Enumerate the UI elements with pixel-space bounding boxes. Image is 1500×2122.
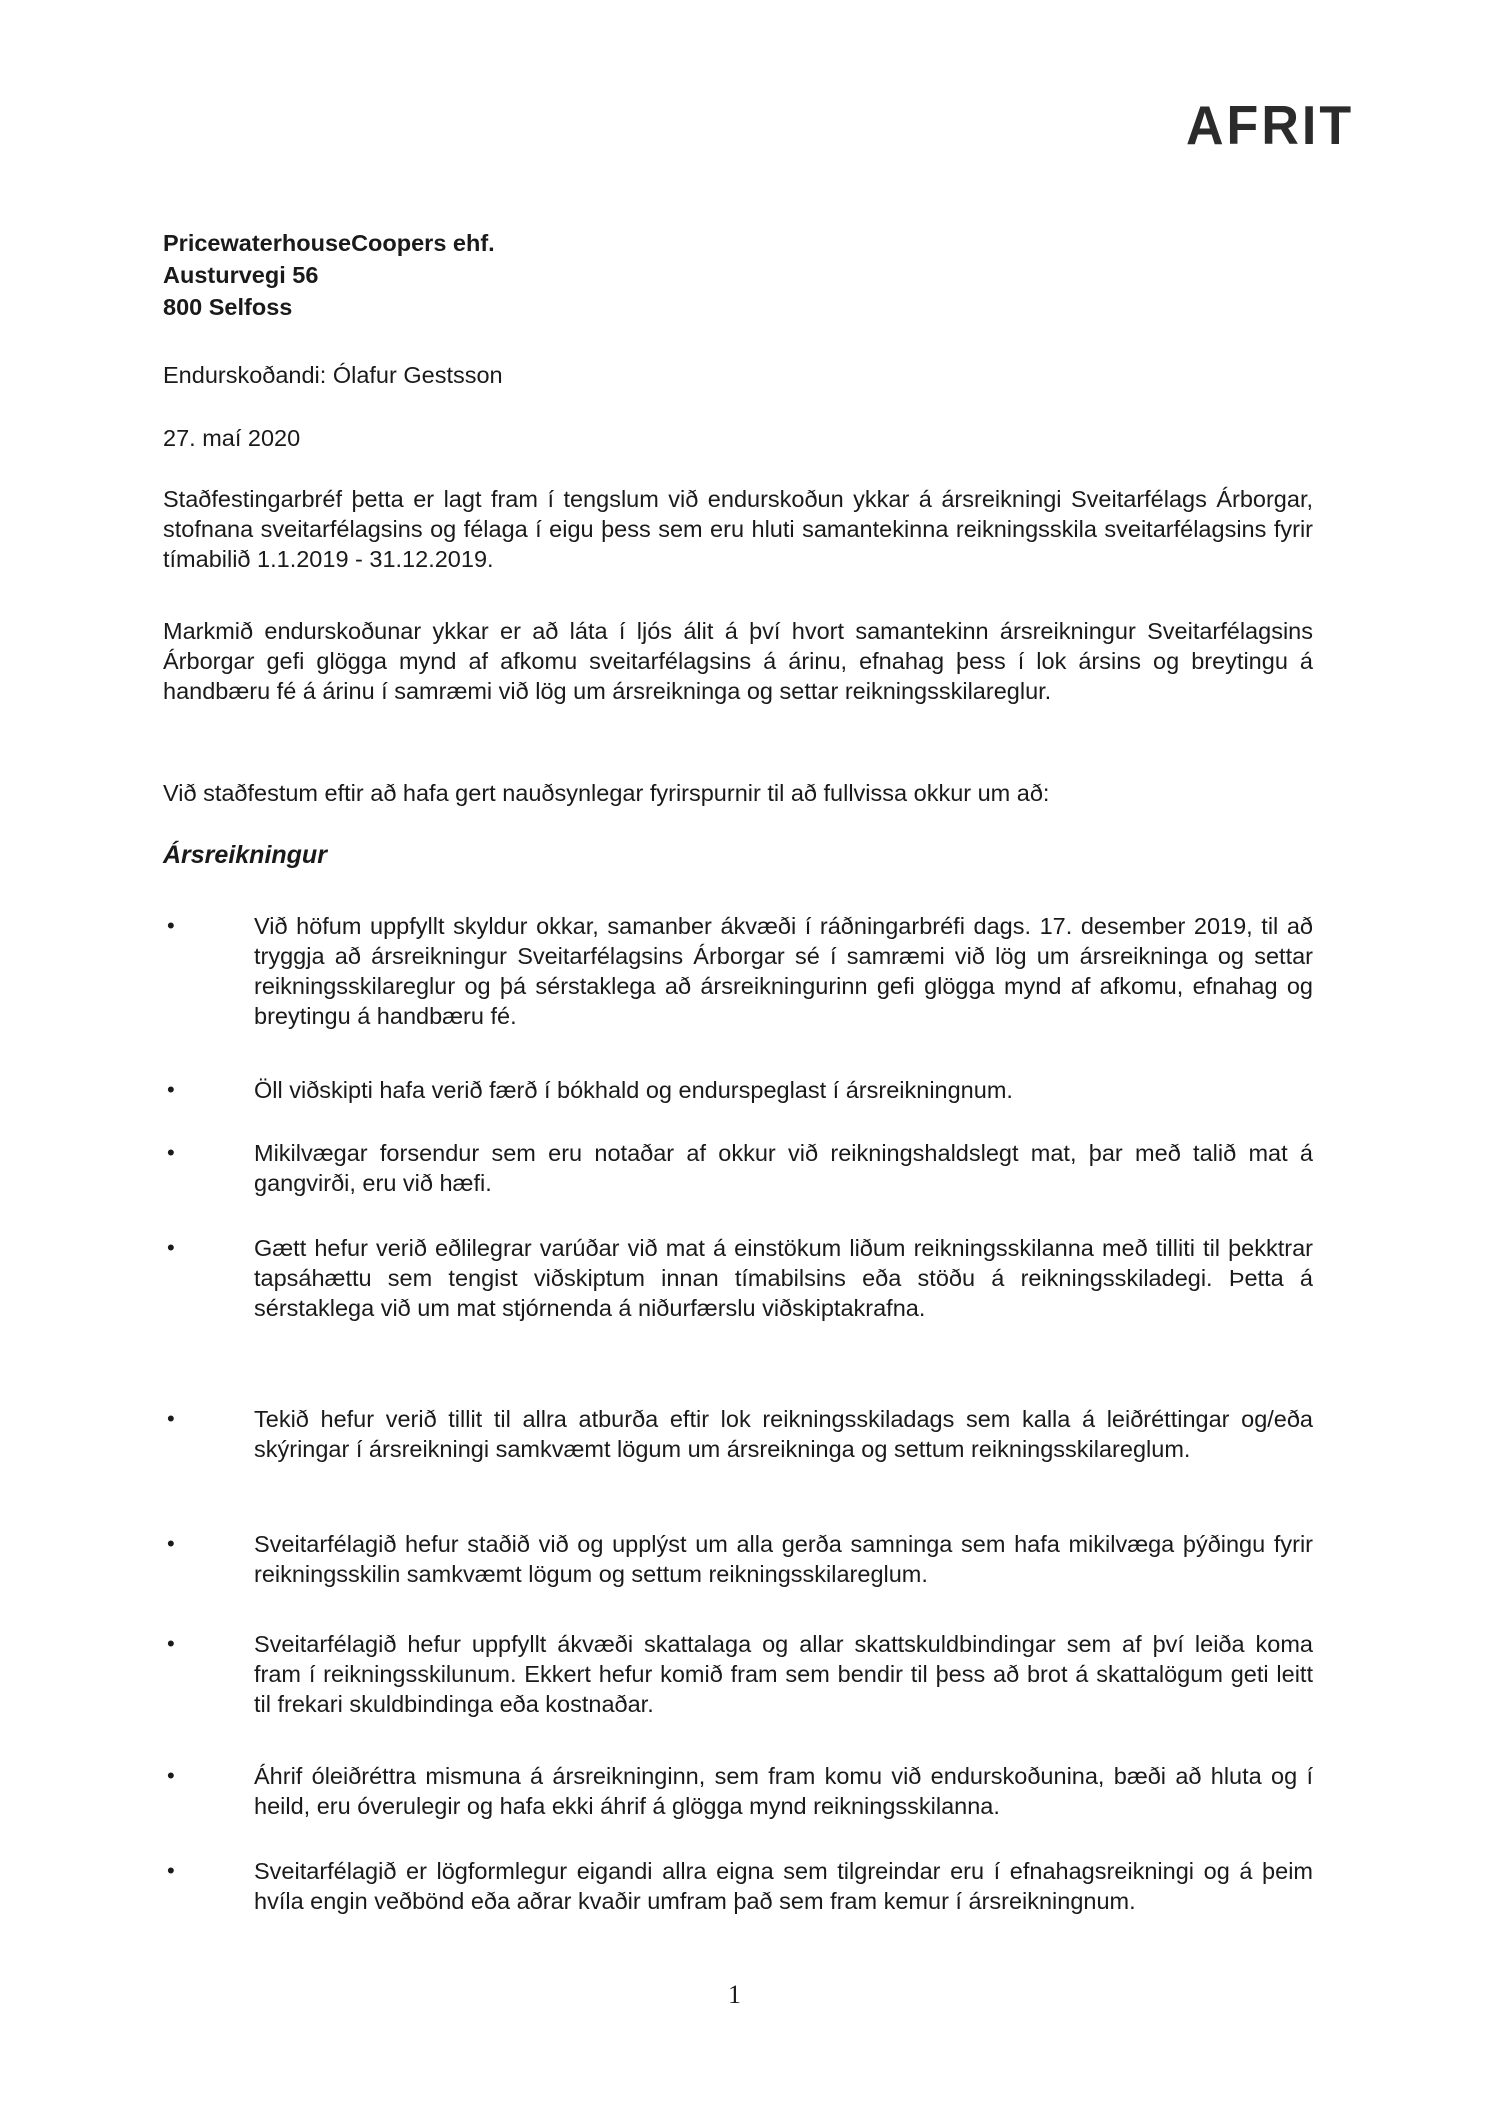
bullet-item xyxy=(163,1761,1313,1821)
bullet-icon: • xyxy=(167,1406,175,1431)
auditor-line: Endurskoðandi: Ólafur Gestsson xyxy=(163,362,503,388)
bullet-icon: • xyxy=(167,1631,175,1656)
bullet-icon: • xyxy=(167,1140,175,1165)
bullet-icon: • xyxy=(167,913,175,938)
paragraph-intro: Staðfestingarbréf þetta er lagt fram í tengslum við endurskoðun ykkar á ársreikningi Sveitarfélags Árborgar, stofnana sveitarfélagsins og félaga í eigu þess sem eru hluti samantekinna reikningsskila sveitarfélagsins fyrir tímabilið 1.1.2019 - 31.12.2019. xyxy=(163,486,1313,572)
paragraph-confirm: Við staðfestum eftir að hafa gert nauðsynlegar fyrirspurnir til að fullvissa okkur um að: xyxy=(163,780,1050,806)
bullet-item xyxy=(163,1856,1313,1916)
bullet-item xyxy=(163,911,1313,1031)
bullet-item xyxy=(163,1138,1313,1198)
bullet-icon: • xyxy=(167,1235,175,1260)
letter-date: 27. maí 2020 xyxy=(163,425,301,451)
bullet-text: Sveitarfélagið hefur uppfyllt ákvæði skattalaga og allar skattskuldbindingar sem af því leiða koma fram í reikningsskilunum. Ekkert hefur komið fram sem bendir til þess að brot á skattalögum geti leitt til frekari skuldbindinga eða kostnaðar. xyxy=(254,1631,1313,1717)
bullet-icon: • xyxy=(167,1531,175,1556)
bullet-item xyxy=(163,1629,1313,1719)
bullet-item xyxy=(163,1529,1313,1589)
afrit-stamp: AFRIT xyxy=(1186,95,1355,157)
bullet-text: Gætt hefur verið eðlilegrar varúðar við mat á einstökum liðum reikningsskilanna með tilliti til þekktrar tapsáhættu sem tengist viðskiptum innan tímabilsins eða stöðu á reikningsskiladegi. Þetta á sérstaklega við um mat stjórnenda á niðurfærslu viðskiptakrafna. xyxy=(254,1235,1313,1321)
bullet-item xyxy=(163,1233,1313,1323)
paragraph-objective: Markmið endurskoðunar ykkar er að láta í ljós álit á því hvort samantekinn ársreikningur Sveitarfélagsins Árborgar gefi glögga mynd af afkomu sveitarfélagsins á árinu, efnahag þess í lok ársins og breytingu á handbæru fé á árinu í samræmi við lög um ársreikninga og settar reikningsskilareglur. xyxy=(163,618,1313,704)
bullet-text: Áhrif óleiðréttra mismuna á ársreikninginn, sem fram komu við endurskoðunina, bæði að hluta og í heild, eru óverulegir og hafa ekki áhrif á glögga mynd reikningsskilanna. xyxy=(254,1763,1313,1819)
bullet-icon: • xyxy=(167,1858,175,1883)
company-name: PricewaterhouseCoopers ehf. xyxy=(163,230,495,256)
city: 800 Selfoss xyxy=(163,294,293,320)
bullet-icon: • xyxy=(167,1763,175,1788)
page-number: 1 xyxy=(728,1980,741,2009)
recipient-address xyxy=(163,228,1313,322)
bullet-item xyxy=(163,1075,1313,1105)
bullet-text: Sveitarfélagið er lögformlegur eigandi allra eigna sem tilgreindar eru í efnahagsreikningi og á þeim hvíla engin veðbönd eða aðrar kvaðir umfram það sem fram kemur í ársreikningnum. xyxy=(254,1858,1313,1914)
street-address: Austurvegi 56 xyxy=(163,262,319,288)
section-heading: Ársreikningur xyxy=(163,841,327,869)
bullet-text: Öll viðskipti hafa verið færð í bókhald og endurspeglast í ársreikningnum. xyxy=(254,1077,1013,1103)
bullet-item xyxy=(163,1404,1313,1464)
bullet-text: Sveitarfélagið hefur staðið við og upplýst um alla gerða samninga sem hafa mikilvæga þýðingu fyrir reikningsskilin samkvæmt lögum og settum reikningsskilareglum. xyxy=(254,1531,1313,1587)
bullet-text: Mikilvægar forsendur sem eru notaðar af okkur við reikningshaldslegt mat, þar með talið mat á gangvirði, eru við hæfi. xyxy=(254,1140,1313,1196)
bullet-icon: • xyxy=(167,1077,175,1102)
bullet-text: Við höfum uppfyllt skyldur okkar, samanber ákvæði í ráðningarbréfi dags. 17. desember 2019, til að tryggja að ársreikningur Sveitarfélagsins Árborgar sé í samræmi við lög um ársreikninga og settar reikningsskilareglur og þá sérstaklega að ársreikningurinn gefi glögga mynd af afkomu, efnahag og breytingu á handbæru fé. xyxy=(254,913,1313,1029)
bullet-text: Tekið hefur verið tillit til allra atburða eftir lok reikningsskiladags sem kalla á leiðréttingar og/eða skýringar í ársreikningi samkvæmt lögum um ársreikninga og settum reikningsskilareglum. xyxy=(254,1406,1313,1462)
